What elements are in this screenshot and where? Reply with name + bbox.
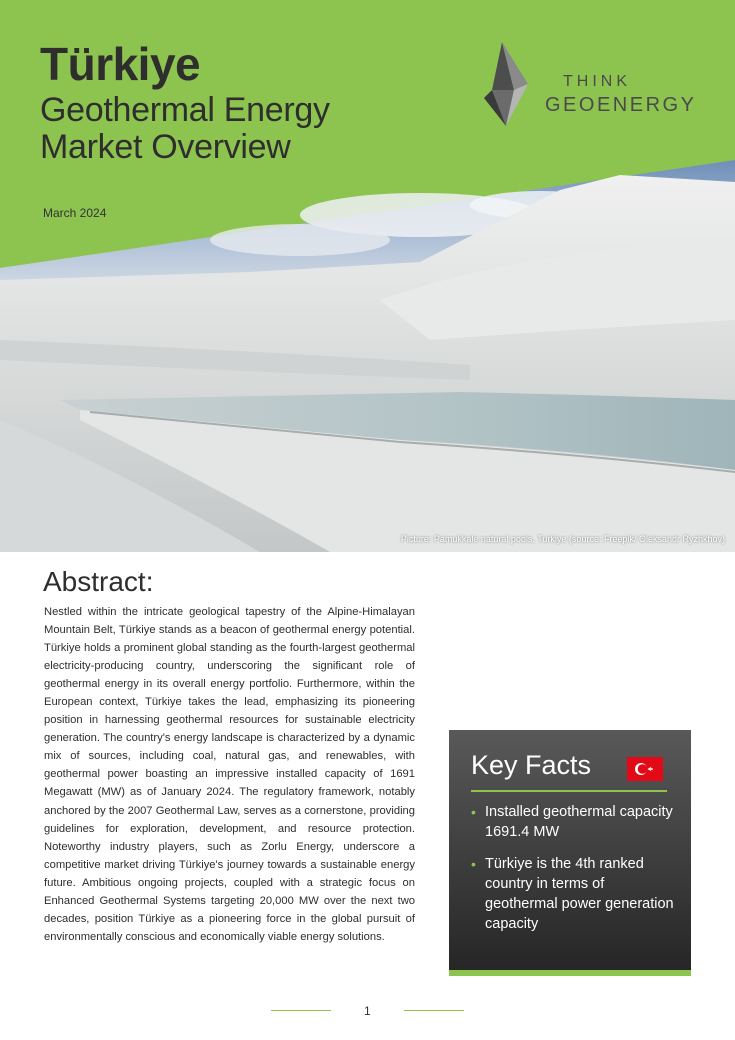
footer-line-left — [271, 1010, 331, 1011]
abstract-heading: Abstract: — [43, 566, 154, 597]
page-number: 1 — [364, 1004, 371, 1018]
key-facts-title: Key Facts — [471, 750, 592, 780]
subtitle-line-1: Geothermal Energy — [40, 91, 330, 129]
key-fact-text: Türkiye is the 4th ranked country in terms of geothermal power generation capacity — [485, 856, 674, 932]
key-fact-item — [471, 854, 676, 934]
bullet-icon: • — [471, 804, 476, 820]
document-title: Türkiye — [40, 38, 201, 90]
turkey-flag-icon — [627, 757, 663, 781]
footer-line-right — [404, 1010, 464, 1011]
key-facts-list — [471, 802, 676, 946]
key-fact-text: Installed geothermal capacity 1691.4 MW — [485, 804, 673, 840]
photo-caption: Picture: Pamukkale natural pools, Turkiye (source: Freepik/ Oleksandr Ryzhkhov) — [400, 534, 725, 544]
abstract-body: Nestled within the intricate geological tapestry of the Alpine-Himalayan Mountain Belt, Türkiye stands as a beacon of geothermal energy potential. Türkiye holds a prominent global standing as the fourth-largest geothermal electricity-producing country, underscoring the significant role of geothermal energy in its overall energy portfolio. Furthermore, within the European context, Türkiye takes the lead, emphasizing its pioneering position in harnessing geothermal resources for sustainable electricity generation. The country's energy landscape is characterized by a dynamic mix of sources, including coal, natural gas, and renewables, with geothermal power boasting an impressive installed capacity of 1691 Megawatt (MW) as of January 2024. The regulatory framework, notably anchored by the 2007 Geothermal Law, serves as a cornerstone, providing guidelines for exploration, development, and resource protection. Noteworthy industry players, such as Zorlu Energy, underscore a competitive market driving Türkiye's journey towards a sustainable energy future. Ambitious ongoing projects, coupled with a strategic focus on Enhanced Geothermal Systems targeting 20,000 MW over the next two decades, position Türkiye as a pioneering force in the global pursuit of environmentally conscious and economically viable energy solutions. — [44, 606, 415, 943]
key-facts-box — [449, 730, 691, 976]
key-facts-divider — [471, 790, 667, 792]
key-fact-item — [471, 802, 676, 842]
subtitle-line-2: Market Overview — [40, 128, 291, 166]
bullet-icon: • — [471, 856, 476, 872]
logo-text-think: THINK — [563, 73, 631, 90]
logo-text-geoenergy: GEOENERGY — [545, 94, 697, 116]
publication-date: March 2024 — [43, 206, 107, 220]
